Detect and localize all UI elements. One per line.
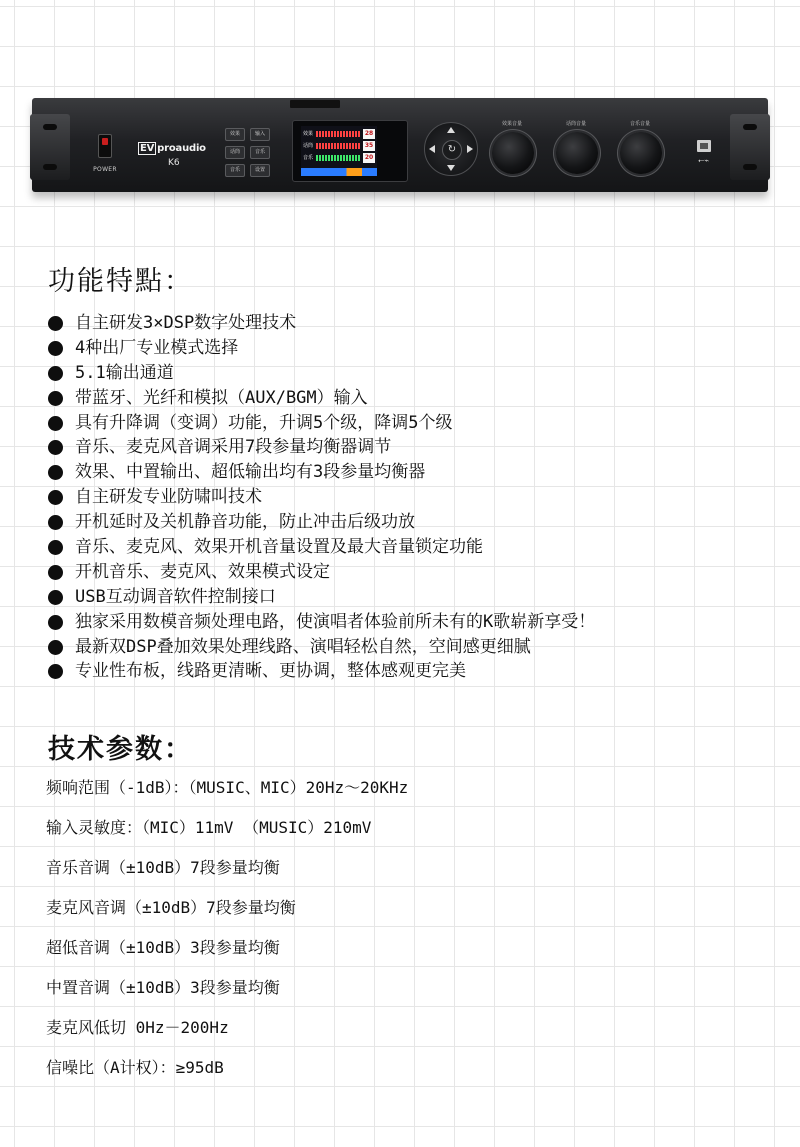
feature-text: 5.1输出通道: [75, 362, 174, 383]
list-item: [44, 361, 595, 386]
model-name: K6: [168, 158, 180, 168]
lcd-display: [292, 120, 408, 182]
spec-item: 中置音调（±10dB）3段参量均衡: [46, 978, 280, 997]
list-item: [44, 659, 595, 684]
knob-label-mic: 话筒音量: [565, 121, 586, 127]
features-list: [44, 311, 595, 684]
feature-text: 开机音乐、麦克风、效果模式设定: [75, 561, 330, 582]
features-title: 功能特點：: [48, 266, 193, 297]
effect-volume-knob: [492, 132, 534, 174]
list-item: [44, 560, 595, 585]
bullet-icon: [48, 490, 63, 505]
arrow-up-icon: [447, 127, 455, 133]
lcd-status-bar: [301, 168, 377, 176]
power-switch: [98, 134, 112, 158]
brand-logo-text: proaudio: [157, 143, 206, 154]
feature-text: 音乐、麦克风音调采用7段参量均衡器调节: [75, 437, 392, 458]
bullet-icon: [48, 515, 63, 530]
list-item: [44, 411, 595, 436]
feature-text: 专业性布板，线路更清晰、更协调，整体感观更完美: [75, 661, 466, 682]
rack-slot: [43, 124, 57, 130]
knob-label-effect: 效果音量: [501, 121, 522, 127]
panel-button: 设置: [250, 164, 270, 177]
lcd-level-label: 效果: [303, 131, 314, 137]
bullet-icon: [48, 540, 63, 555]
lcd-level-row: [303, 129, 375, 139]
rack-ear-left: [30, 114, 70, 180]
knob-label-music: 音乐音量: [629, 121, 650, 127]
bullet-icon: [48, 664, 63, 679]
mic-volume-knob: [556, 132, 598, 174]
rack-slot: [743, 164, 757, 170]
lcd-level-label: 音乐: [303, 155, 314, 161]
usb-icon: ⭠⌁: [698, 156, 710, 165]
list-item: [44, 460, 595, 485]
feature-text: 具有升降调（变调）功能，升调5个级，降调5个级: [75, 412, 453, 433]
panel-button: 音乐: [250, 146, 270, 159]
arrow-down-icon: [447, 165, 455, 171]
lcd-level-value: 35: [364, 142, 374, 149]
bullet-icon: [48, 590, 63, 605]
list-item: [44, 535, 595, 560]
specs-list: [46, 768, 408, 1088]
panel-button: 效果: [225, 128, 245, 141]
feature-text: 自主研发3×DSP数字处理技术: [75, 313, 297, 333]
lcd-level-label: 话筒: [303, 143, 314, 149]
refresh-icon: ↻: [442, 140, 462, 160]
list-item: [44, 635, 595, 660]
bullet-icon: [48, 640, 63, 655]
spec-item: 麦克风音调（±10dB）7段参量均衡: [46, 898, 296, 917]
bullet-icon: [48, 465, 63, 480]
usb-port: [697, 140, 711, 152]
feature-text: USB互动调音软件控制接口: [75, 586, 276, 607]
list-item: [44, 336, 595, 361]
specs-title: 技术参数：: [48, 734, 193, 765]
lcd-level-bar: [316, 143, 360, 149]
spec-item: 超低音调（±10dB）3段参量均衡: [46, 938, 280, 957]
list-item: [44, 510, 595, 535]
navigation-dpad: [424, 122, 478, 176]
feature-text: 开机延时及关机静音功能，防止冲击后级功放: [75, 512, 415, 533]
feature-text: 独家采用数模音频处理电路，使演唱者体验前所未有的K歌崭新享受！: [75, 611, 596, 632]
brand-logo-ev: EV: [140, 143, 155, 154]
list-item: [44, 311, 595, 336]
power-label: POWER: [93, 166, 117, 173]
rack-slot: [743, 124, 757, 130]
spec-item: 信噪比（A计权）：≥95dB: [46, 1058, 224, 1077]
lcd-level-row: [303, 141, 375, 151]
lcd-level-value: 20: [364, 154, 374, 161]
list-item: [44, 585, 595, 610]
panel-button: 输入: [250, 128, 270, 141]
bullet-icon: [48, 366, 63, 381]
spec-item: 麦克风低切 0Hz－200Hz: [46, 1018, 229, 1037]
panel-button: 音乐: [225, 164, 245, 177]
rack-ear-right: [730, 114, 770, 180]
brand-logo: [138, 142, 206, 155]
feature-text: 4种出厂专业模式选择: [75, 337, 239, 358]
feature-text: 效果、中置输出、超低输出均有3段参量均衡器: [75, 462, 426, 483]
feature-text: 带蓝牙、光纤和模拟（AUX/BGM）输入: [75, 387, 368, 408]
bullet-icon: [48, 615, 63, 630]
spec-item: 频响范围（-1dB）：（MUSIC、MIC）20Hz～20KHz: [46, 778, 409, 797]
arrow-left-icon: [429, 145, 435, 153]
bullet-icon: [48, 416, 63, 431]
bullet-icon: [48, 391, 63, 406]
feature-text: 自主研发专业防啸叫技术: [75, 487, 262, 508]
product-image-k6-processor: [32, 98, 768, 192]
arrow-right-icon: [467, 145, 473, 153]
lcd-level-row: [303, 153, 375, 163]
list-item: [44, 435, 595, 460]
rack-slot: [43, 164, 57, 170]
lcd-level-bar: [316, 155, 360, 161]
panel-button: 话筒: [225, 146, 245, 159]
bullet-icon: [48, 341, 63, 356]
vent-slot: [290, 100, 340, 108]
bullet-icon: [48, 565, 63, 580]
list-item: [44, 610, 595, 635]
lcd-level-value: 28: [364, 130, 374, 137]
spec-item: 音乐音调（±10dB）7段参量均衡: [46, 858, 280, 877]
lcd-level-bar: [316, 131, 360, 137]
feature-text: 最新双DSP叠加效果处理线路、演唱轻松自然，空间感更细腻: [75, 636, 531, 657]
bullet-icon: [48, 316, 63, 331]
feature-text: 音乐、麦克风、效果开机音量设置及最大音量锁定功能: [75, 537, 483, 558]
music-volume-knob: [620, 132, 662, 174]
spec-item: 输入灵敏度：（MIC）11mV （MUSIC）210mV: [46, 818, 372, 837]
lcd-screen: [301, 126, 377, 176]
list-item: [44, 485, 595, 510]
bullet-icon: [48, 440, 63, 455]
list-item: [44, 386, 595, 411]
